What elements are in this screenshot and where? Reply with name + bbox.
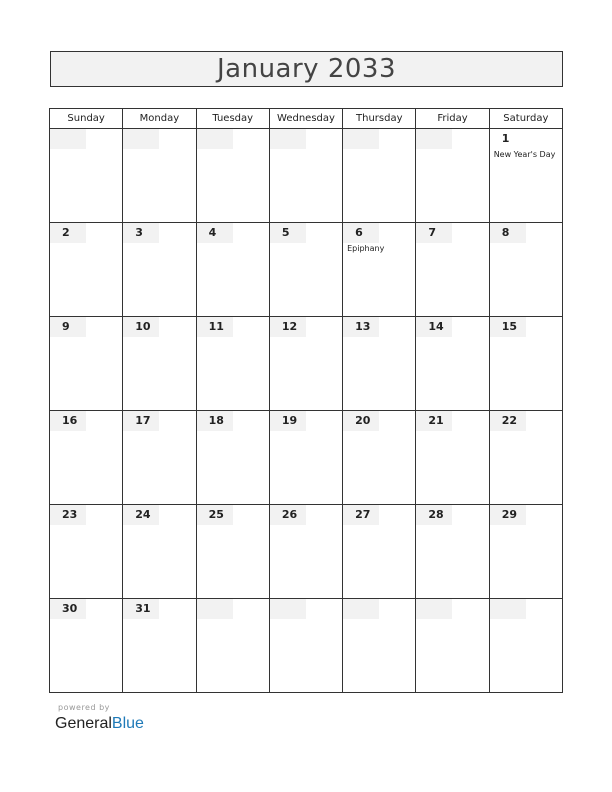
holiday-label: New Year's Day — [493, 150, 556, 159]
day-cell — [123, 505, 196, 599]
day-cell — [343, 223, 416, 317]
day-number — [270, 599, 306, 619]
day-cell — [269, 129, 342, 223]
day-number: 16 — [50, 411, 86, 431]
day-cell — [50, 411, 123, 505]
day-number: 29 — [490, 505, 526, 525]
day-cell — [269, 505, 342, 599]
brand-logo — [55, 715, 144, 733]
day-number: 31 — [123, 599, 159, 619]
day-number — [123, 129, 159, 149]
day-number: 27 — [343, 505, 379, 525]
weekday-saturday: Saturday — [489, 109, 562, 129]
brand-blue: Blue — [111, 715, 144, 732]
day-number: 5 — [270, 223, 306, 243]
day-cell — [489, 599, 562, 693]
day-cell — [196, 129, 269, 223]
day-cell — [343, 411, 416, 505]
powered-by-label: powered by — [58, 703, 110, 712]
week-row — [50, 505, 563, 599]
day-number: 14 — [416, 317, 452, 337]
day-number: 26 — [270, 505, 306, 525]
weekday-thursday: Thursday — [343, 109, 416, 129]
day-number — [416, 129, 452, 149]
calendar-body — [50, 129, 563, 693]
day-number: 13 — [343, 317, 379, 337]
day-number: 8 — [490, 223, 526, 243]
holiday-label: Epiphany — [347, 244, 385, 253]
day-number: 4 — [197, 223, 233, 243]
day-number: 1 — [501, 132, 510, 145]
day-cell — [50, 505, 123, 599]
day-cell — [343, 505, 416, 599]
weekday-header-row — [50, 109, 563, 129]
day-number — [197, 129, 233, 149]
day-cell — [50, 129, 123, 223]
day-cell — [416, 505, 489, 599]
day-cell — [196, 317, 269, 411]
day-cell — [196, 411, 269, 505]
week-row — [50, 223, 563, 317]
day-cell — [489, 317, 562, 411]
day-cell — [269, 411, 342, 505]
day-number — [343, 599, 379, 619]
weekday-wednesday: Wednesday — [269, 109, 342, 129]
week-row — [50, 317, 563, 411]
day-cell — [123, 317, 196, 411]
day-number: 3 — [123, 223, 159, 243]
day-cell — [50, 223, 123, 317]
weekday-friday: Friday — [416, 109, 489, 129]
day-cell — [269, 317, 342, 411]
day-cell — [416, 223, 489, 317]
day-cell — [343, 317, 416, 411]
day-number: 21 — [416, 411, 452, 431]
day-number — [416, 599, 452, 619]
day-cell — [123, 129, 196, 223]
day-number: 15 — [490, 317, 526, 337]
day-number — [50, 129, 86, 149]
week-row — [50, 129, 563, 223]
day-cell — [196, 599, 269, 693]
day-cell — [489, 223, 562, 317]
day-number: 23 — [50, 505, 86, 525]
day-number: 9 — [50, 317, 86, 337]
week-row — [50, 411, 563, 505]
day-cell — [50, 317, 123, 411]
day-number — [197, 599, 233, 619]
day-cell — [489, 129, 562, 223]
day-cell — [489, 505, 562, 599]
day-cell — [416, 129, 489, 223]
day-cell — [343, 129, 416, 223]
day-number — [343, 129, 379, 149]
day-number: 20 — [343, 411, 379, 431]
day-number: 10 — [123, 317, 159, 337]
day-number — [490, 599, 526, 619]
week-row — [50, 599, 563, 693]
day-cell — [343, 599, 416, 693]
day-cell — [196, 505, 269, 599]
day-number: 19 — [270, 411, 306, 431]
day-number — [270, 129, 306, 149]
day-number: 18 — [197, 411, 233, 431]
day-cell — [269, 599, 342, 693]
day-cell — [123, 411, 196, 505]
day-number: 6 — [343, 223, 379, 243]
day-cell — [269, 223, 342, 317]
day-number: 17 — [123, 411, 159, 431]
weekday-sunday: Sunday — [50, 109, 123, 129]
day-number: 28 — [416, 505, 452, 525]
day-cell — [50, 599, 123, 693]
day-cell — [416, 411, 489, 505]
day-cell — [416, 599, 489, 693]
day-number: 30 — [50, 599, 86, 619]
day-number: 12 — [270, 317, 306, 337]
day-number: 22 — [490, 411, 526, 431]
weekday-monday: Monday — [123, 109, 196, 129]
day-cell — [123, 599, 196, 693]
brand-general: General — [55, 715, 112, 732]
day-cell — [489, 411, 562, 505]
day-cell — [416, 317, 489, 411]
calendar-title-box — [50, 51, 563, 87]
day-number: 24 — [123, 505, 159, 525]
calendar-title: January 2033 — [217, 54, 396, 84]
day-number: 2 — [50, 223, 86, 243]
day-cell — [196, 223, 269, 317]
day-number: 25 — [197, 505, 233, 525]
weekday-tuesday: Tuesday — [196, 109, 269, 129]
day-number: 7 — [416, 223, 452, 243]
day-number: 11 — [197, 317, 233, 337]
day-cell — [123, 223, 196, 317]
calendar-grid — [49, 108, 563, 693]
